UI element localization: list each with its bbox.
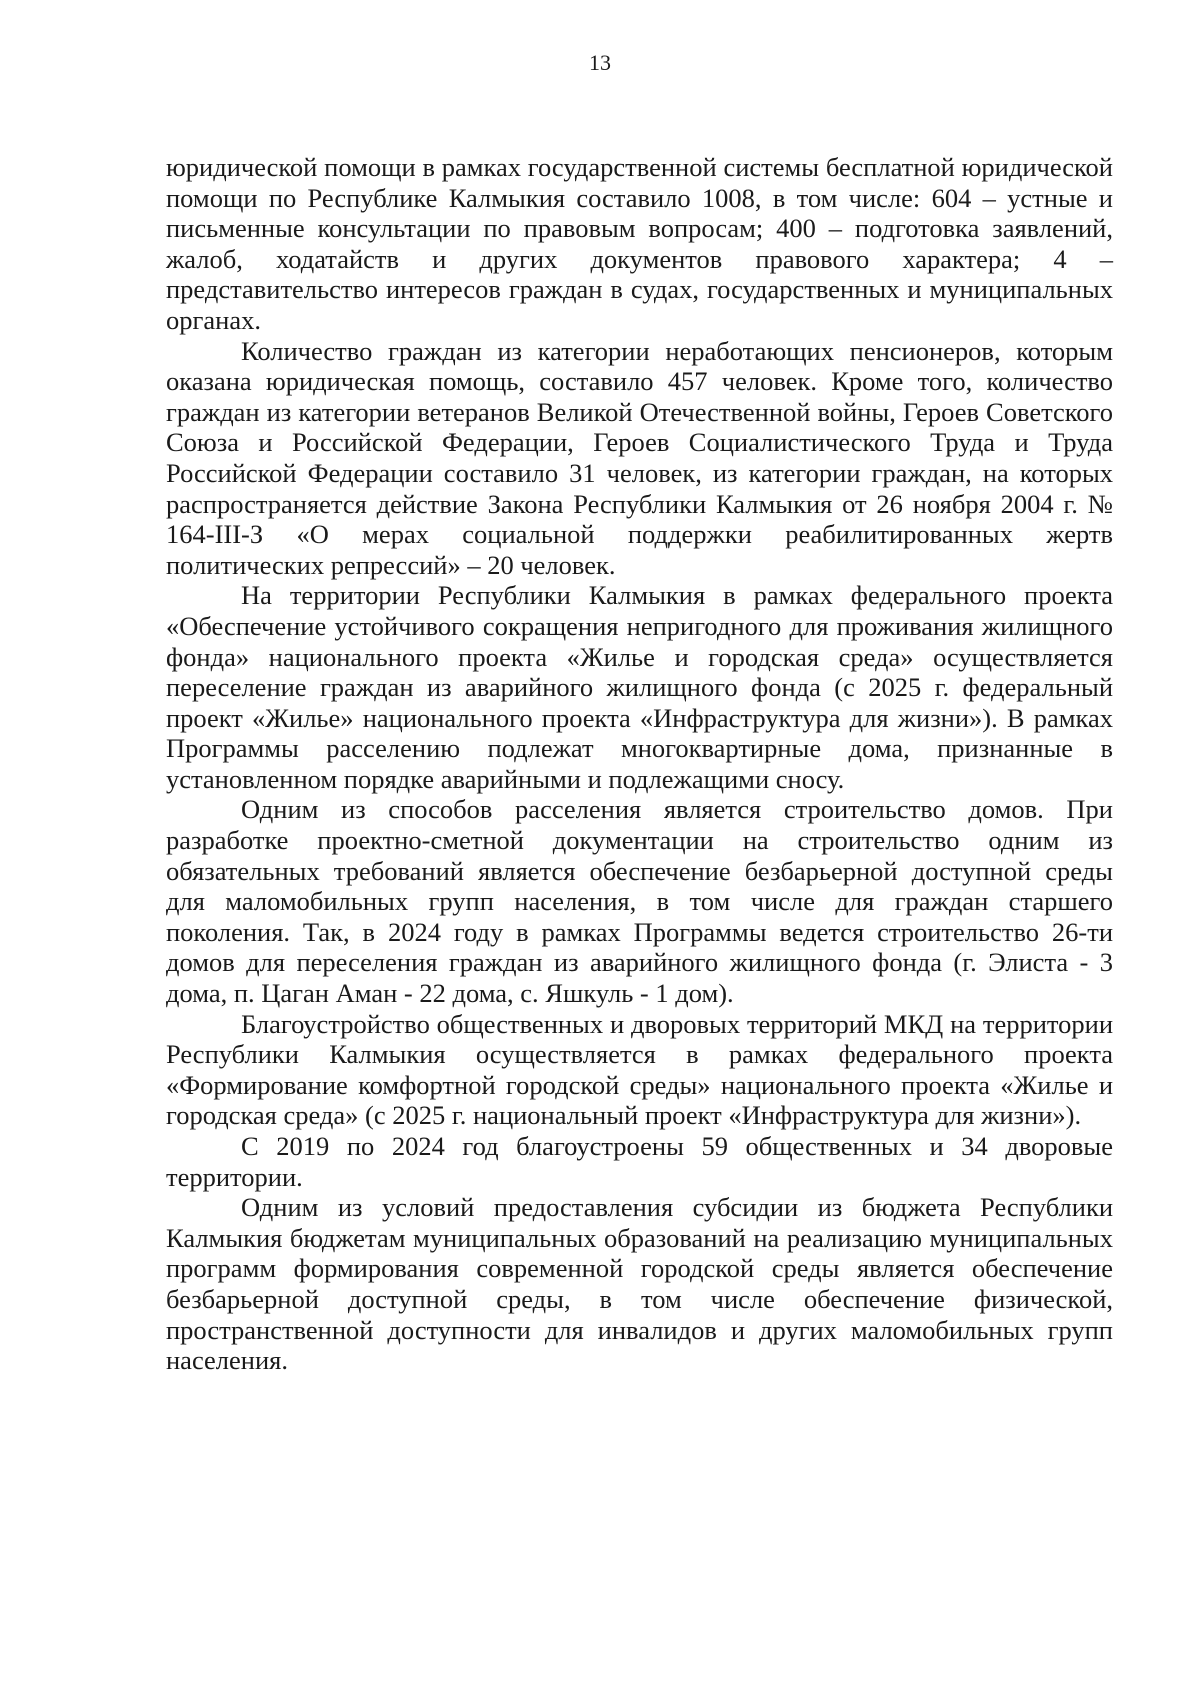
paragraph-improved-territories-count: С 2019 по 2024 год благоустроены 59 общественных и 34 дворовые территории. (166, 1131, 1113, 1192)
paragraph-legal-aid-stats: юридической помощи в рамках государственной системы бесплатной юридической помощи по Республике Калмыкия составило 1008, в том числе: 604 – устные и письменные консультации по правовым вопросам; 400 – подготовка заявлений, жалоб, ходатайств и других документов правового характера; 4 – представительство интересов граждан в судах, государственных и муниципальных органах. (166, 152, 1113, 335)
paragraph-resettlement-program: На территории Республики Калмыкия в рамках федерального проекта «Обеспечение устойчивого сокращения непригодного для проживания жилищного фонда» национального проекта «Жилье и городская среда» осуществляется переселение граждан из аварийного жилищного фонда (с 2025 г. федеральный проект «Жилье» национального проекта «Инфраструктура для жизни»). В рамках Программы расселению подлежат многоквартирные дома, признанные в установленном порядке аварийными и подлежащими сносу. (166, 580, 1113, 794)
paragraph-subsidy-conditions: Одним из условий предоставления субсидии из бюджета Республики Калмыкия бюджетам муниципальных образований на реализацию муниципальных программ формирования современной городской среды является обеспечение безбарьерной доступной среды, в том числе обеспечение физической, пространственной доступности для инвалидов и других маломобильных групп населения. (166, 1192, 1113, 1376)
paragraph-pensioners-aid: Количество граждан из категории неработающих пенсионеров, которым оказана юридическая помощь, составило 457 человек. Кроме того, количество граждан из категории ветеранов Великой Отечественной войны, Героев Советского Союза и Российской Федерации, Героев Социалистического Труда и Труда Российской Федерации составило 31 человек, из категории граждан, на которых распространяется действие Закона Республики Калмыкия от 26 ноября 2004 г. № 164-III-З «О мерах социальной поддержки реабилитированных жертв политических репрессий» – 20 человек. (166, 335, 1113, 580)
paragraph-territory-improvement: Благоустройство общественных и дворовых территорий МКД на территории Республики Калмыкия осуществляется в рамках федерального проекта «Формирование комфортной городской среды» национального проекта «Жилье и городская среда» (с 2025 г. национальный проект «Инфраструктура для жизни»). (166, 1008, 1113, 1131)
paragraph-house-construction: Одним из способов расселения является строительство домов. При разработке проектно-сметной документации на строительство одним из обязательных требований является обеспечение безбарьерной доступной среды для маломобильных групп населения, в том числе для граждан старшего поколения. Так, в 2024 году в рамках Программы ведется строительство 26-ти домов для переселения граждан из аварийного жилищного фонда (г. Элиста - 3 дома, п. Цаган Аман - 22 дома, с. Яшкуль - 1 дом). (166, 794, 1113, 1009)
page-number: 13 (589, 50, 611, 75)
document-body (166, 152, 1113, 1376)
